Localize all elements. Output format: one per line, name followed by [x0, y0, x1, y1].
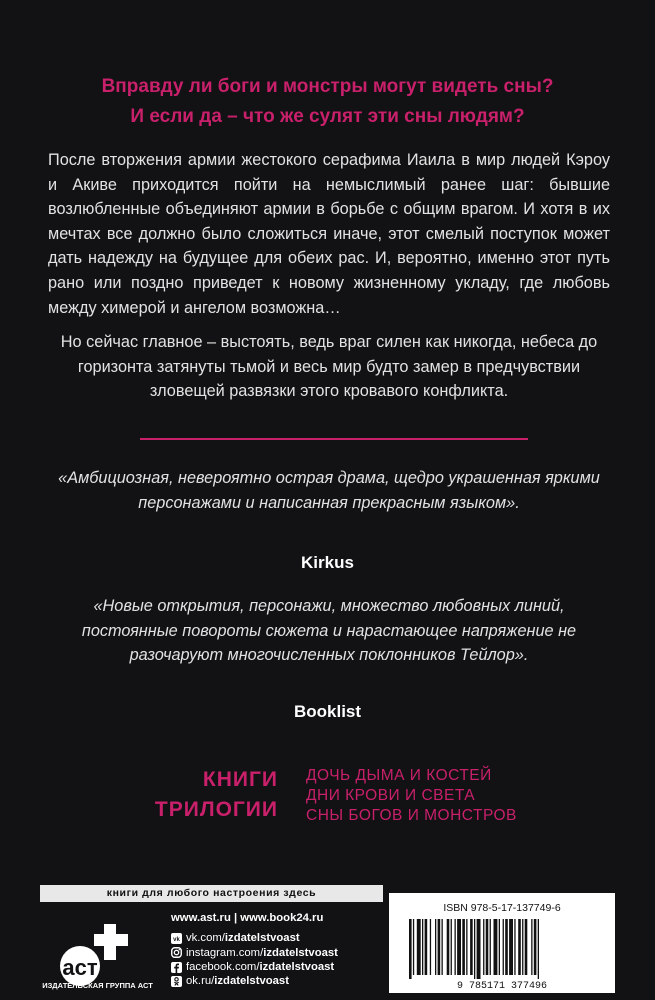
review-source-1: Kirkus: [301, 553, 354, 572]
blurb-paragraph-2: Но сейчас главное – выстоять, ведь враг силен как никогда, небеса до горизонта затянуты тьмой и весь мир будто замер в предчувствии зловещей развязки этого кровавого конфликта.: [60, 333, 598, 401]
barcode-bar: [422, 919, 423, 975]
svg-text:vk: vk: [173, 936, 180, 943]
review-quote-2: «Новые открытия, персонажи, множество любовных линий, постоянные повороты сюжета и нарастающее напряжение не разочаруют многочисленных поклонников Тейлор».: [81, 597, 577, 665]
barcode-bar: [409, 919, 412, 979]
social-prefix: instagram.com/: [186, 946, 264, 959]
social-handle: izdatelstvoast: [214, 975, 289, 988]
barcode-bar: [483, 919, 484, 975]
publisher-tagline: книги для любого настроения здесь: [40, 885, 383, 902]
barcode-bar: [486, 919, 489, 975]
blurb-paragraph-1: После вторжения армии жестокого серафима Иаила в мир людей Кэроу и Акиве приходится пойти на немыслимый ранее шаг: бывшие возлюбленные объединяют армии в борьбе с общим врагом. И хотя в их мечтах все должно было сложиться иначе, этот смелый поступок может дать надежду на будущее для обеих рас. И, вероятно, именно этот путь рано или поздно приведет к новому жизненному укладу, где любовь между химерой и ангелом возможна…: [48, 151, 610, 317]
barcode-bar: [438, 919, 441, 975]
social-handle: izdatelstvoast: [263, 946, 338, 959]
barcode-bar: [509, 919, 513, 975]
barcode-bar: [457, 919, 461, 975]
social-prefix: facebook.com/: [186, 960, 260, 973]
barcode-bar: [525, 919, 528, 975]
publisher-websites[interactable]: www.ast.ru | www.book24.ru: [171, 912, 324, 924]
isbn-text: ISBN 978-5-17-137749-6: [443, 902, 561, 914]
social-link-instagram[interactable]: [171, 946, 338, 960]
social-link-vk[interactable]: [171, 931, 338, 945]
barcode-bar: [538, 919, 539, 979]
review-source-2: Booklist: [293, 702, 362, 721]
barcode-bar: [455, 919, 456, 975]
review-quote-1: «Амбициозная, невероятно острая драма, щедро украшенная яркими персонажами и написанная прекрасным языком».: [58, 469, 600, 512]
trilogy-books: [306, 766, 517, 826]
social-prefix: vk.com/: [186, 932, 225, 945]
barcode-bar: [474, 919, 475, 979]
facebook-icon: [171, 962, 182, 973]
logo-text: аст: [62, 955, 98, 980]
section-divider: [140, 438, 528, 440]
barcode-bar: [462, 919, 465, 975]
headline-line-2: И если да – что же сулят эти сны людям?: [130, 106, 525, 127]
trilogy-label: [155, 765, 278, 825]
barcode-bar: [447, 919, 450, 975]
instagram-icon: [171, 947, 182, 958]
barcode-bar: [430, 919, 431, 975]
barcode-bar: [514, 919, 515, 975]
barcode-bar: [494, 919, 498, 975]
barcode-bar: [534, 919, 537, 975]
barcode-bar: [503, 919, 504, 975]
barcode-bar: [505, 919, 508, 975]
trilogy-book-1: ДОЧЬ ДЫМА И КОСТЕЙ: [306, 767, 492, 784]
barcode-bar: [417, 919, 421, 975]
barcode-bar: [499, 919, 500, 975]
publisher-block: [40, 885, 615, 993]
social-link-facebook[interactable]: [171, 960, 338, 974]
barcode-bars: [389, 893, 615, 993]
barcode-digits: 9 785171 377496: [456, 981, 548, 992]
barcode-bar: [442, 919, 443, 975]
social-handle: izdatelstvoast: [259, 960, 335, 973]
barcode-bar: [413, 919, 414, 975]
social-prefix: ok.ru/: [186, 975, 215, 988]
social-link-odnoklassniki[interactable]: [171, 974, 338, 988]
odnoklassniki-icon: [171, 976, 182, 987]
barcode-bar: [531, 919, 532, 975]
barcode-box: [389, 893, 615, 993]
trilogy-book-2: ДНИ КРОВИ И СВЕТА: [306, 787, 476, 804]
barcode-bar: [477, 919, 481, 979]
barcode-bar: [518, 919, 521, 975]
headline-line-1: Вправду ли боги и монстры могут видеть сны?: [101, 76, 554, 97]
ast-logo-icon: [58, 920, 134, 990]
publisher-links: [171, 911, 338, 988]
publisher-logo-caption: ИЗДАТЕЛЬСКАЯ ГРУППА АСТ: [42, 981, 153, 990]
barcode-bar: [435, 919, 436, 975]
vk-icon: [171, 933, 182, 944]
barcode-bar: [522, 919, 523, 975]
barcode-bar: [490, 919, 491, 975]
barcode-bar: [466, 919, 467, 975]
barcode-bar: [425, 919, 428, 975]
trilogy-book-3: СНЫ БОГОВ И МОНСТРОВ: [306, 807, 517, 824]
social-handle: izdatelstvoast: [224, 932, 300, 945]
barcode-bar: [470, 919, 473, 975]
headline: [40, 72, 615, 132]
barcode-bar: [451, 919, 452, 975]
trilogy-label-line-1: КНИГИ: [202, 768, 278, 791]
trilogy-label-line-2: ТРИЛОГИИ: [154, 798, 278, 821]
